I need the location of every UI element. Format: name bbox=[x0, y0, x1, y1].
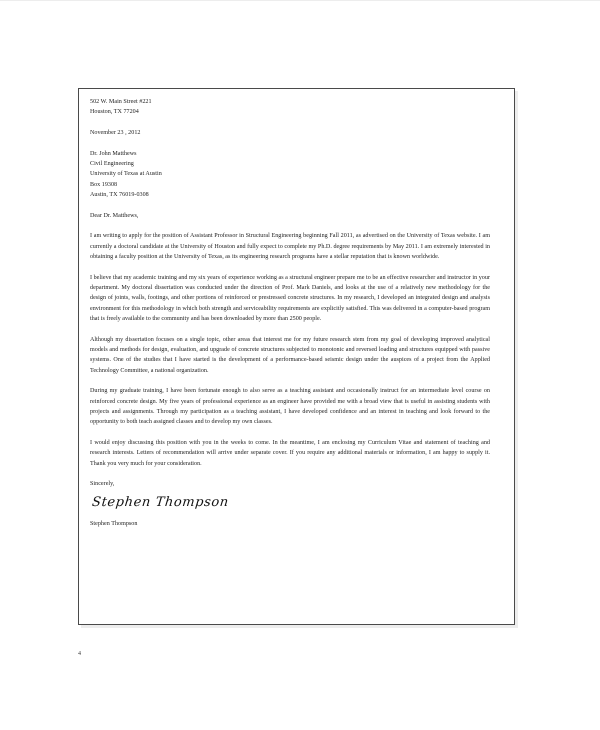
body-paragraph-2: I believe that my academic training and my six years of experience working as a structural engineer prepare me to be an effective researcher and instructor in your department. My doctoral dissertation was conducted under the direction of Prof. Mark Daniels, and looks at the use of a relatively new methodology for the design of joints, walls, footings, and other portions of reinforced or prestressed concrete structures. In my research, I developed an integrated design and analysis environment for this methodology in which both strength and serviceability requirements are explicitly satisfied. This was delivered in a computer-based program that is freely available to the community and has been downloaded by more than 2500 people. bbox=[90, 274, 490, 322]
recipient-line-1: Dr. John Matthews bbox=[90, 150, 137, 157]
letter-content bbox=[90, 97, 490, 529]
canvas-top-divider bbox=[0, 0, 600, 1]
letter-date: November 23 , 2012 bbox=[90, 129, 141, 136]
body-paragraph-1: I am writing to apply for the position of Assistant Professor in Structural Engineering beginning Fall 2011, as advertised on the University of Texas website. I am currently a doctoral candidate at the University of Houston and fully expect to complete my Ph.D. degree requirements by May 2011. I am extremely interested in obtaining a faculty position at the University of Texas, as its engineering research programs have a stellar reputation that is known worldwide. bbox=[90, 233, 490, 260]
handwritten-signature: Stephen Thompson bbox=[91, 494, 230, 510]
page-number: 4 bbox=[78, 651, 81, 657]
sender-address-line-1: 502 W. Main Street #221 bbox=[90, 99, 152, 105]
salutation: Dear Dr. Matthews, bbox=[90, 212, 139, 219]
recipient-line-4: Box 19308 bbox=[90, 181, 118, 188]
recipient-line-3: University of Texas at Austin bbox=[90, 171, 162, 178]
recipient-line-2: Civil Engineering bbox=[90, 160, 134, 167]
body-paragraph-5: I would enjoy discussing this position with you in the weeks to come. In the meantime, I am enclosing my Curriculum Vitae and statement of teaching and research interests. Letters of recommendation will arrive under separate cover. If you require any additional materials or information, I am happy to supply it. Thank you very much for your consideration. bbox=[90, 439, 490, 467]
signer-printed-name: Stephen Thompson bbox=[90, 520, 138, 527]
closing-line: Sincerely, bbox=[90, 481, 115, 488]
document-page-sheet bbox=[78, 88, 515, 625]
body-paragraph-3: Although my dissertation focuses on a single topic, other areas that interest me for my future research stem from my goal of developing improved analytical models and methods for design, evaluation, and upgrade of concrete structures subjected to monotonic and reversed loading and structures equipped with passive systems. One of the studies that I have started is the development of a performance-based seismic design under the auspices of a project from the Applied Technology Committee, a national organization. bbox=[90, 336, 490, 374]
sender-address-line-2: Houston, TX 77204 bbox=[90, 109, 139, 116]
body-paragraph-4: During my graduate training, I have been fortunate enough to also serve as a teaching assistant and occasionally instruct for an intermediate level course on reinforced concrete design. My five years of professional experience as an engineer have provided me with a broad view that is useful in assisting students with projects and assignments. Through my participation as a teaching assistant, I have developed confidence and an interest in teaching and look forward to the opportunity to both teach assigned classes and to develop my own classes. bbox=[90, 388, 490, 426]
recipient-line-5: Austin, TX 76019-0308 bbox=[90, 192, 149, 198]
